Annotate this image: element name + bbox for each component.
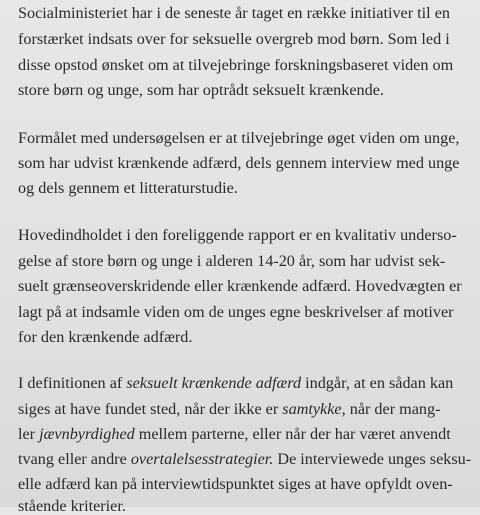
text-segment: De interviewede unges seksu- xyxy=(273,450,472,468)
text-line xyxy=(18,451,471,467)
text-line xyxy=(18,375,453,391)
text-segment: mellem parterne, eller når der har været anvendt xyxy=(134,425,451,443)
text-line xyxy=(18,401,441,417)
text-line: og dels gennem et litteraturstudie. xyxy=(18,179,238,197)
text-line: stående kriterier. xyxy=(18,497,126,515)
text-line: Socialministeriet har i de seneste år taget en række initiativer til en xyxy=(18,4,450,22)
text-segment: I definitionen af xyxy=(18,374,127,392)
text-segment: tvang eller andre xyxy=(18,450,131,468)
italic-term: samtykke, xyxy=(282,400,346,418)
italic-term: jævnbyrdighed xyxy=(39,425,135,443)
text-segment: indgår, at en sådan kan xyxy=(301,374,454,392)
text-line: Hovedindholdet i den foreliggende rapport er en kvalitativ underso- xyxy=(18,226,457,244)
text-line: som har udvist krænkende adfærd, dels gennem interview med unge xyxy=(18,154,460,172)
text-line xyxy=(18,426,451,442)
italic-term: overtalelsesstrategier. xyxy=(130,450,274,468)
text-line: Formålet med undersøgelsen er at tilvejebringe øget viden om unge, xyxy=(18,129,460,147)
text-line: lagt på at indsamle viden om de unges egne beskrivelser af motiver xyxy=(18,303,454,321)
text-segment: når der mang- xyxy=(345,400,441,418)
text-line: suelt grænseoverskridende eller krænkende adfærd. Hovedvægten er xyxy=(18,277,462,295)
text-line: disse opstod ønsket om at tilvejebringe forskningsbaseret viden om xyxy=(18,56,454,74)
italic-term: seksuelt krænkende adfærd xyxy=(126,374,302,392)
text-line: forstærket indsats over for seksuelle overgreb mod børn. Som led i xyxy=(18,30,450,48)
text-line: store børn og unge, som har optrådt seksuelt krænkende. xyxy=(18,81,384,99)
text-line: elle adfærd kan på interviewtidspunktet siges at have opfyldt oven- xyxy=(18,475,453,493)
text-segment: siges at have fundet sted, når der ikke er xyxy=(18,400,283,418)
text-line: for den krænkende adfærd. xyxy=(18,328,193,346)
text-segment: ler xyxy=(18,425,40,443)
text-line: gelse af store børn og unge i alderen 14-20 år, som har udvist sek- xyxy=(18,252,446,270)
